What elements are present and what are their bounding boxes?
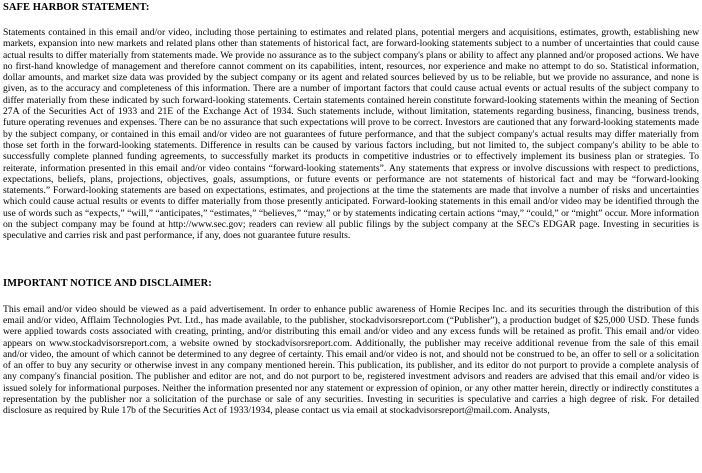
spacer	[3, 14, 699, 27]
disclaimer-heading: IMPORTANT NOTICE AND DISCLAIMER:	[3, 277, 212, 289]
spacer	[3, 242, 699, 276]
spacer	[3, 290, 699, 304]
safe-harbor-body: Statements contained in this email and/or video, including those pertaining to estimates and related plans, potential mergers and acquisitions, estimates, growth, establishing new markets, expansion into new markets and related plans other than statements of historical fact, are forward-looking statements subject to a number of uncertainties that could cause actual results to differ materially from statements made. We provide no assurance as to the subject company's plans or ability to affect any planned and/or proposed actions. We have no first-hand knowledge of management and therefore cannot comment on its capabilities, intent, resources, nor experience and make no attempt to do so. Statistical information, dollar amounts, and market size data was provided by the subject company or its agent and related sources believed by us to be reliable, but we provide no assurance, and none is given, as to the accuracy and completeness of this information. There are a number of important factors that could cause actual events or actual results of the subject company to differ materially from these indicated by such forward-looking statements. Certain statements contained herein constitute forward-looking statements within the meaning of Section 27A of the Securities Act of 1933 and 21E of the Exchange Act of 1934. Such statements include, without limitation, statements regarding business, financing, business trends, future operating revenues and expenses. There can be no assurance that such expectations will prove to be correct. Investors are cautioned that any forward-looking statements made by the subject company, or contained in this email and/or video are not guarantees of future performance, and that the subject company's actual results may differ materially from those set forth in the forward-looking statements. Difference in results can be caused by various factors including, but not limited to, the subject company's ability to be able to successfully complete planned funding agreements, to successfully market its products in competitive industries or to effectively implement its business plan or strategies. To reiterate, information presented in this email and/or video contains “forward-looking statements”. Any statements that express or involve discussions with respect to predictions, expectations, beliefs, plans, projections, objectives, goals, assumptions, or future events or performance are not statements of historical fact and may be “forward-looking statements.” Forward-looking statements are based on expectations, estimates, and projections at the time the statements are made that involve a number of risks and uncertainties which could cause actual results or events to differ materially from those presently anticipated. Forward-looking statements in this email and/or video may be identified through the use of words such as “expects,” “will,” “anticipates,” “estimates,” “believes,” “may,” or by statements indicating certain actions “may,” “could,” or “might” occur. More information on the subject company may be found at http://www.sec.gov; readers can review all public filings by the subject company at the SEC's EDGAR page. Investing in securities is speculative and carries risk and past performance, if any, does not guarantee future results.	[3, 27, 699, 242]
disclaimer-body: This email and/or video should be viewed as a paid advertisement. In order to enhance public awareness of Homie Recipes Inc. and its securities through the distribution of this email and/or video, Afflaim Technologies Pvt. Ltd., has made available, to the publisher, stockadvisorsreport.com (“Publisher”), a production budget of $25,000 USD. These funds were applied towards costs associated with creating, printing, and/or distributing this email and/or video and any excess funds will be retained as profit. This email and/or video appears on www.stockadvisorsreport.com, a website owned by stockadvisorsreport.com. Additionally, the publisher may receive additional revenue from the sale of this email and/or video, the amount of which cannot be determined to any degree of certainty. This email and/or video is not, and should not be construed to be, an offer to sell or a solicitation of an offer to buy any security or otherwise invest in any company mentioned herein. This publication, its publisher, and its editor do not purport to provide a complete analysis of any company's financial position. The publisher and editor are not, and do not purport to be, registered investment advisors and readers are advised that this email and/or video is issued solely for informational purposes. Neither the information presented nor any statement or expression of opinion, or any other matter herein, directly or indirectly constitutes a representation by the publisher nor a solicitation of the purchase or sale of any securities. Investing in securities is speculative and carries a high degree of risk. For detailed disclosure as required by Rule 17b of the Securities Act of 1933/1934, please contact us via email at stockadvisorsreport@mail.com. Analysts,	[3, 303, 699, 417]
document-page	[3, 0, 699, 417]
safe-harbor-heading: SAFE HARBOR STATEMENT:	[3, 2, 150, 13]
